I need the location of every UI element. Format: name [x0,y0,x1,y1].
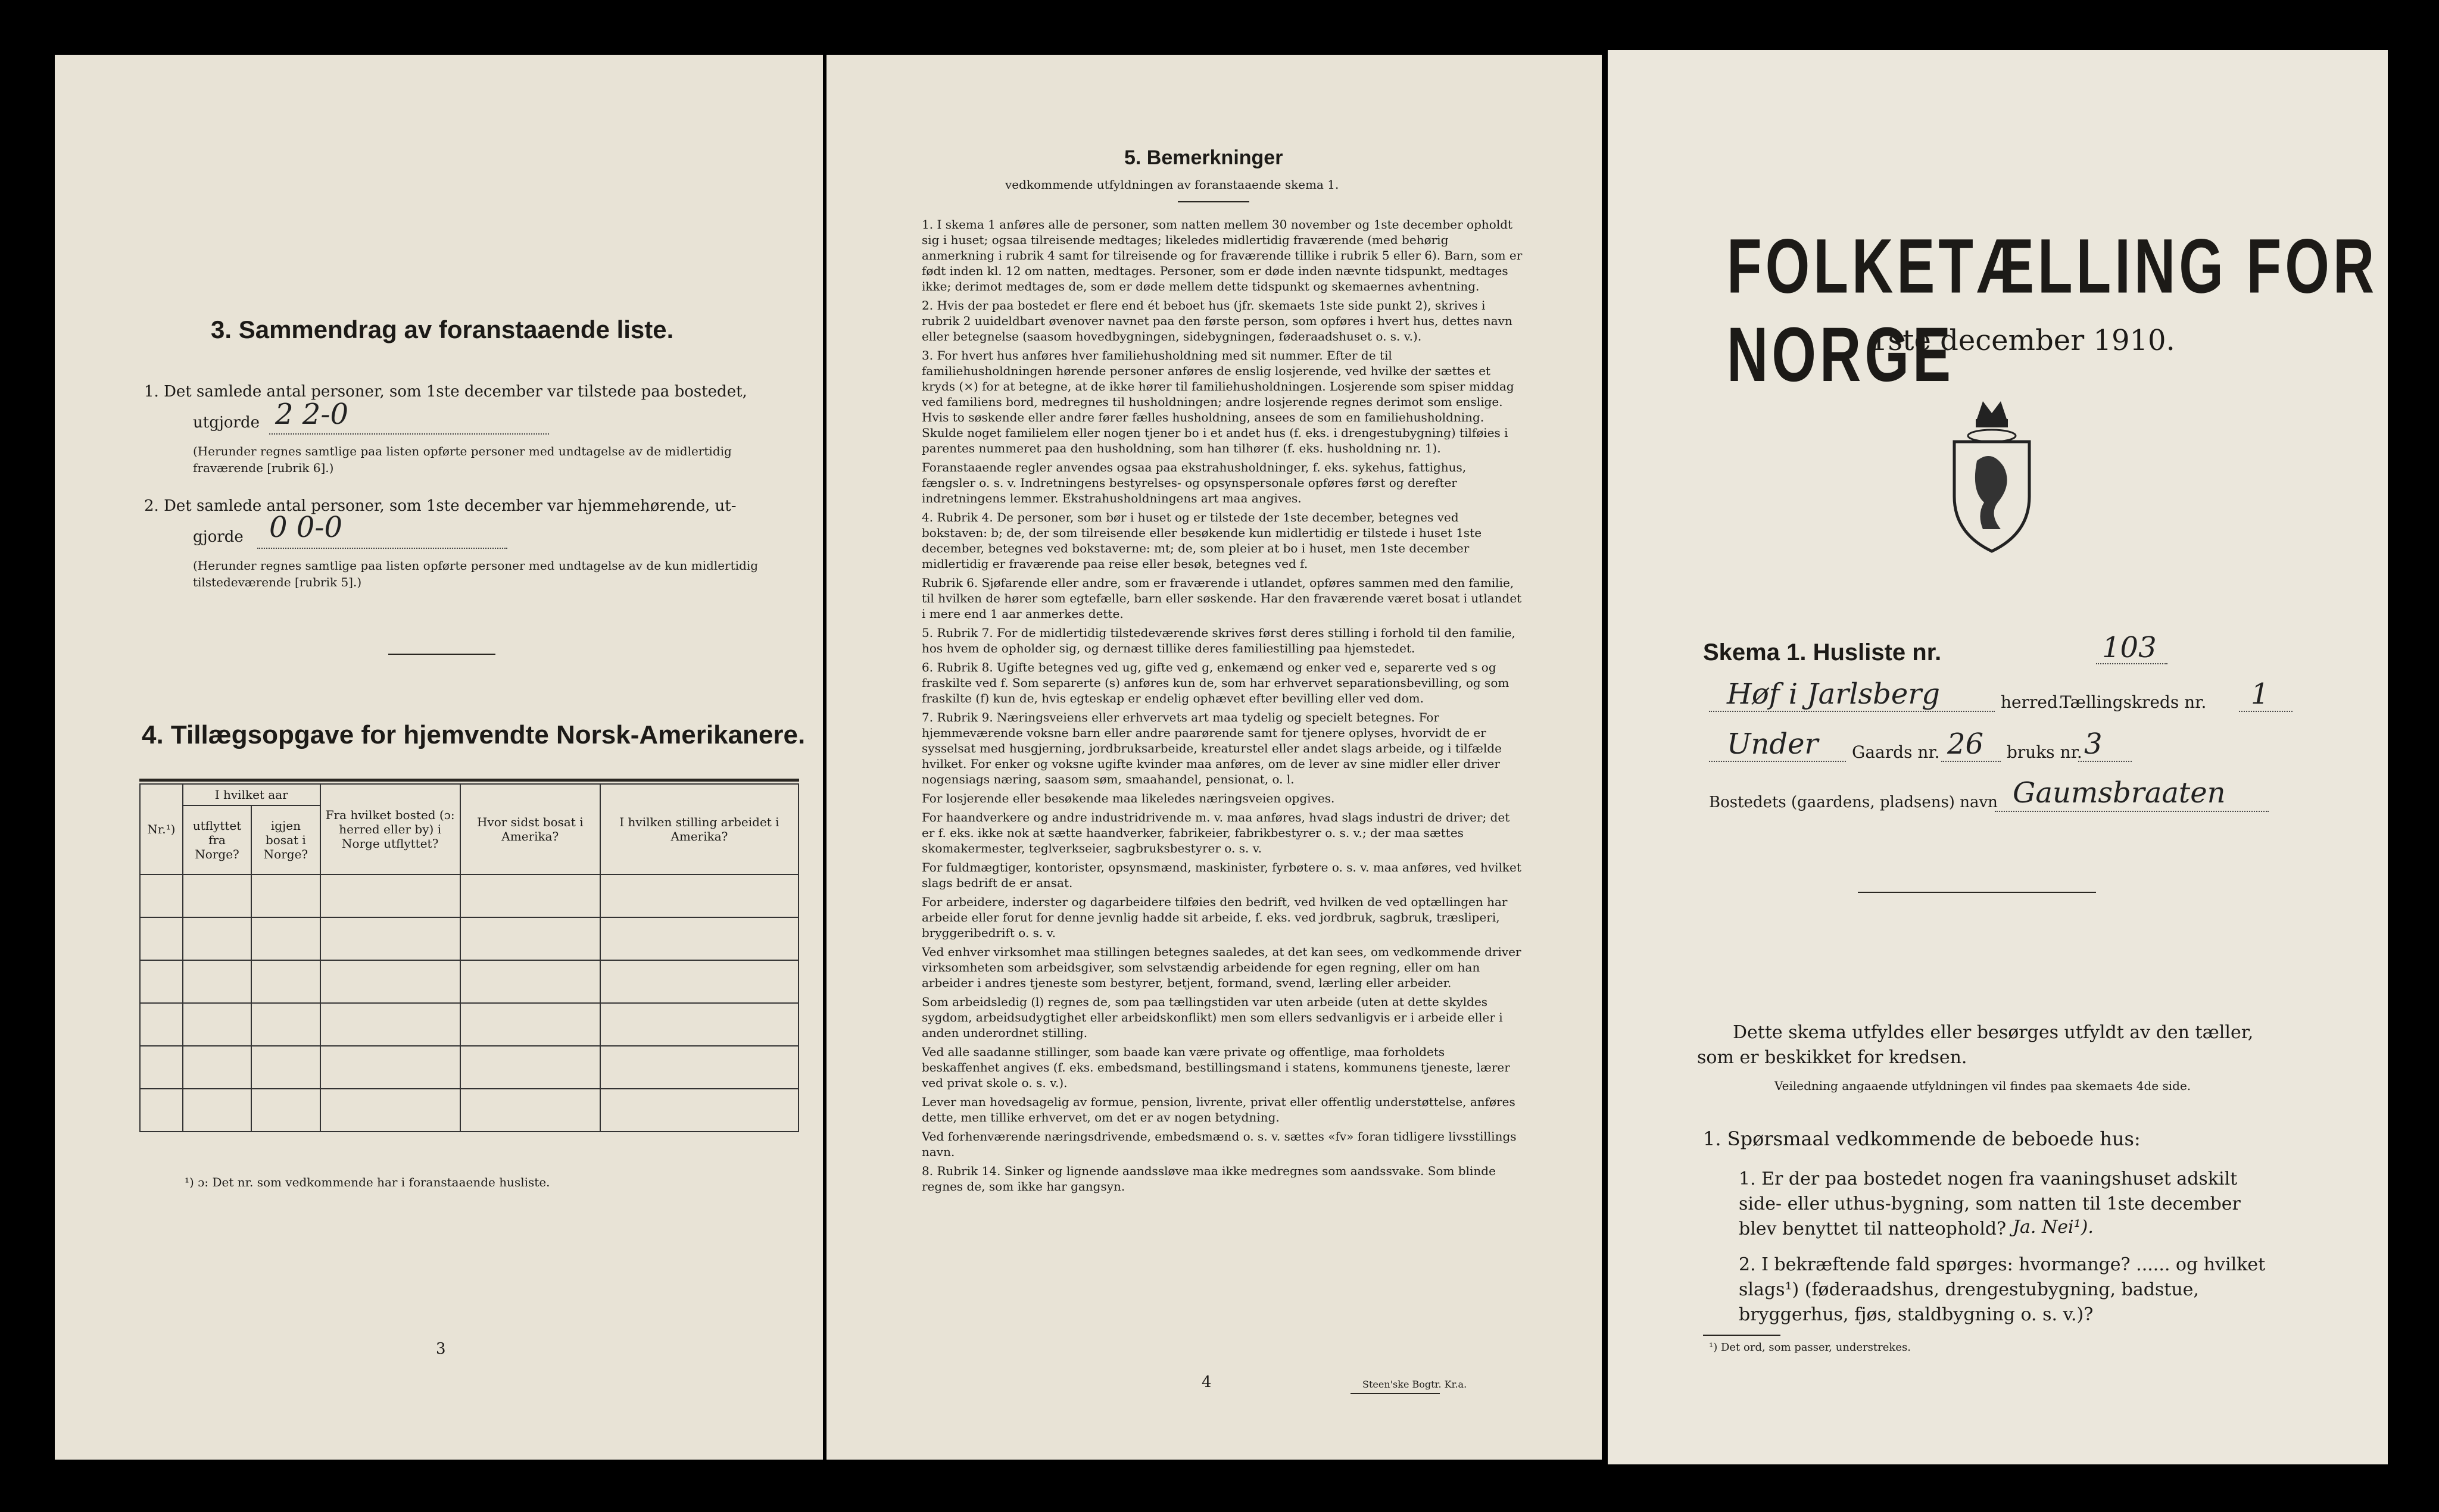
remark-7c: For haandverkere og andre industridrivende m. v. maa anføres, hvad slags industri de driver; det er f. eks. ikke nok at sætte haandverker, fabrikeier, fabrikbestyrer o. s. v.; der maa sættes skomakermester, teglverkseier, sagbruksbestyrer o. s. v. [922,810,1510,855]
remark-7: 7. Rubrik 9. Næringsveiens eller erhvervets art maa tydelig og specielt betegnes. For hjemmeværende voksne barn eller andre paarørende samt for tjenere oplyses, hvorvidt de er sysselsat med husgjerning, jordbruksarbeide, kreaturstel eller andet slags arbeide, og i tilfælde hvilket. For enker og voksne ugifte kvinder maa anføres, om de lever av sine midler eller driver nogensiags næring, saasom søm, smaahandel, pensionat, o. l. [922,710,1502,786]
item1-utgjorde: utgjorde [193,414,260,432]
question-1-answer: Ja. Nei¹). [2013,1217,2094,1238]
item2-note: (Herunder regnes samtlige paa listen opførte personer med undtagelse av de kun midlertidig tilstedeværende [rubrik 5].) [193,558,759,589]
remark-3: 3. For hvert hus anføres hver familiehusholdning med sit nummer. Efter de til familiehusholdningen hørende personer anføres de enslig losjerende, ved hvilke der sættes et kryds (×) for at betegne, at de ikke hører til familiehusholdningen. Losjerende som spiser middag ved familiens bord, medregnes til husholdningen; andre losjerende regnes derimot som enslige. Hvis to søskende eller andre fører fælles husholdning, ansees de som en familiehusholdning. Skulde noget familielem eller nogen tjener bo i et andet hus (f. eks. i drengestubygning) tilføies i parentes nummeret paa den husholdning, som han tilhører (f. eks. husholdning nr. 1). [922,348,1514,455]
col-hvilket-aar: I hvilket aar [183,784,320,805]
intro-text: Dette skema utfyldes eller besørges utfyldt av den tæller, som er beskikket for kredsen. [1697,1022,2254,1068]
page-number-3: 3 [436,1340,446,1358]
husliste-nr-handwriting: 103 [2102,631,2157,664]
bruks-label: bruks nr. [2007,742,2082,762]
remark-7j: Ved forhenværende næringsdrivende, embedsmænd o. s. v. sættes «fv» foran tidligere livsstillings navn. [922,1129,1517,1159]
remarks-body [922,217,1523,1336]
col-igjen: igjen bosat i Norge? [251,805,320,874]
remark-4b: Rubrik 6. Sjøfarende eller andre, som er fraværende i utlandet, opføres sammen med den familie, til hvilken de hører som egtefælle, barn eller søskende. Har den fraværende været bosat i utlandet i mere end 1 aar anmerkes dette. [922,576,1522,621]
section3-title: 3. Sammendrag av foranstaaende liste. [211,315,674,343]
page-number-4: 4 [1202,1373,1212,1391]
divider [388,654,495,655]
right-page [1608,50,2388,1464]
kreds-label: Tællingskreds nr. [2060,692,2207,712]
remark-1: 1. I skema 1 anføres alle de personer, som natten mellem 30 november og 1ste december opholdt sig i huset; ogsaa tilreisende medtages; likeledes midlertidig fraværende (med behørig anmerkning i rubrik 4 samt for tilreisende og for fraværende tillike i rubrik 5 eller 6). Barn, som er født inden kl. 12 om natten, medtages. Personer, som er døde inden nævnte tidspunkt, medtages ikke; derimot medtages de, som er døde mellem dette tidspunkt og skemaernes avhentning. [922,217,1523,293]
questions-heading: 1. Spørsmaal vedkommende de beboede hus: [1703,1127,2141,1150]
census-title: FOLKETÆLLING FOR NORGE [1727,223,2378,398]
middle-page [826,55,1602,1460]
item1-handwriting: 2 2-0 [275,398,349,431]
remarks-subtitle: vedkommende utfyldningen av foranstaaende skema 1. [1005,177,1339,192]
table-footnote: ¹) ɔ: Det nr. som vedkommende har i foranstaaende husliste. [185,1175,550,1189]
remark-8: 8. Rubrik 14. Sinker og lignende aandssløve maa ikke medregnes som aandssvake. Som blinde regnes de, som ikke har gangsyn. [922,1164,1496,1194]
remark-3b: Foranstaaende regler anvendes ogsaa paa ekstrahusholdninger, f. eks. sykehus, fattighus, fængsler o. s. v. Indretningens bestyrelses- og opsynspersonale opføres først og derefter indretningens lemmer. Ekstrahusholdningens art maa angives. [922,460,1467,505]
question-2: 2. I bekræftende fald spørges: hvormange? ...... og hvilket slags¹) (føderaadshus, drengestubygning, badstue, bryggerhus, fjøs, staldbygning o. s. v.)? [1739,1254,2266,1325]
col-hvor-bosat: Hvor sidst bosat i Amerika? [460,784,600,874]
section4-title: 4. Tillægsopgave for hjemvendte Norsk-Amerikanere. [142,720,806,749]
herred-handwriting: Høf i Jarlsberg [1727,677,1940,711]
norsk-amerikaner-table [139,783,799,1132]
remark-7h: Ved alle saadanne stillinger, som baade kan være private og offentlige, maa forholdets beskaffenhet angives (f. eks. embedsmand, bestillingsmand i statens, kommunens tjeneste, lærer ved privat skole o. s. v.). [922,1045,1510,1090]
remark-7g: Som arbeidsledig (l) regnes de, som paa tællingstiden var uten arbeide (uten at dette skyldes sygdom, arbeidsudygtighet eller arbeidskonflikt) men som ellers sedvanligvis er i arbeide eller i anden underordnet stilling. [922,995,1503,1040]
remark-4: 4. Rubrik 4. De personer, som bør i huset og er tilstede der 1ste december, betegnes ved bokstaven: b; de, der som tilreisende eller besøkende kun midlertidig er tilstede i huset 1ste december, betegnes ved bokstaverne: mt; de, som pleier at bo i huset, men 1ste december midlertidig er fraværende paa reise eller besøk, betegnes ved f. [922,510,1482,571]
right-footnote: ¹) Det ord, som passer, understrekes. [1709,1341,1911,1354]
census-date: 1ste december 1910. [1870,324,2175,357]
question-1: 1. Er der paa bostedet nogen fra vaaningshuset adskilt side- eller uthus-bygning, som natten til 1ste december blev benyttet til natteophold? [1739,1169,2241,1239]
table-top-rule [139,779,799,782]
remark-6: 6. Rubrik 8. Ugifte betegnes ved ug, gifte ved g, enkemænd og enker ved e, separerte ved s og fraskilte ved f. Som separerte (s) anføres kun de, som har erhvervet separationsbevilling, og som fraskilte (f) kun de, hvis egteskap er endelig ophævet efter bevilling eller ved dom. [922,660,1509,705]
remark-7e: For arbeidere, inderster og dagarbeidere tilføies den bedrift, ved hvilken de ved optællingen har arbeide eller forut for denne jevnlig hadde sit arbeide, f. eks. ved jordbruk, sagbruk, træsliperi, bryggeribedrift o. s. v. [922,895,1508,940]
kreds-handwriting: 1 [2251,677,2269,711]
left-page [55,55,823,1460]
col-nr: Nr.¹) [140,784,183,874]
gaards-prefix-handwriting: Under [1727,727,1819,761]
col-fra-bosted: Fra hvilket bosted (ɔ: herred eller by) i Norge utflyttet? [320,784,460,874]
gaards-nr-handwriting: 26 [1947,727,1984,761]
remark-7i: Lever man hovedsagelig av formue, pension, livrente, privat eller offentlig understøttelse, anføres dette, men tillike erhvervet, om det er av nogen betydning. [922,1095,1515,1124]
item2-gjorde: gjorde [193,528,244,546]
gaards-label: Gaards nr. [1852,742,1940,762]
bosted-label: Bostedets (gaardens, pladsens) navn [1709,794,1998,811]
coat-of-arms-icon [1941,395,2042,556]
item2-text: 2. Det samlede antal personer, som 1ste december var hjemmehørende, ut- [144,497,737,515]
remark-7b: For losjerende eller besøkende maa likeledes næringsveien opgives. [922,791,1335,805]
col-utflyttet: utflyttet fra Norge? [183,805,251,874]
veiledning-text: Veiledning angaaende utfyldningen vil findes paa skemaets 4de side. [1774,1079,2191,1093]
remark-2: 2. Hvis der paa bostedet er flere end ét beboet hus (jfr. skemaets 1ste side punkt 2), skrives i rubrik 2 uuideldbart øvenover navnet paa den første person, som opføres i hvert hus, dettes navn eller betegnelse (saasom hovedbygningen, sidebygningen, føderaadshuset o. s. v.). [922,298,1512,343]
item2-handwriting: 0 0-0 [269,511,343,544]
skema-label: Skema 1. Husliste nr. [1703,639,1942,666]
remark-7d: For fuldmægtiger, kontorister, opsynsmænd, maskinister, fyrbøtere o. s. v. maa anføres, ved hvilket slags bedrift de er ansat. [922,860,1521,890]
remark-5: 5. Rubrik 7. For de midlertidig tilstedeværende skrives først deres stilling i forhold til den familie, hos hvem de opholder sig, og dernæst tillike deres familiestilling paa hjemstedet. [922,626,1515,655]
bruks-handwriting: 3 [2084,727,2103,761]
item1-note: (Herunder regnes samtlige paa listen opførte personer med undtagelse av de midlertidig fraværende [rubrik 6].) [193,444,732,475]
printer-mark: Steen'ske Bogtr. Kr.a. [1362,1379,1467,1390]
item1-text: 1. Det samlede antal personer, som 1ste december var tilstede paa bostedet, [144,383,747,401]
herred-label: herred. [2001,692,2063,712]
col-stilling: I hvilken stilling arbeidet i Amerika? [600,784,799,874]
remarks-title: 5. Bemerkninger [1124,146,1283,169]
bosted-handwriting: Gaumsbraaten [2013,776,2226,810]
remark-7f: Ved enhver virksomhet maa stillingen betegnes saaledes, at det kan sees, om vedkommende driver virksomheten som arbeidsgiver, som selvstændig arbeidende for egen regning, eller om han arbeider i andres tjeneste som bestyrer, betjent, formand, svend, lærling eller arbeider. [922,945,1521,990]
